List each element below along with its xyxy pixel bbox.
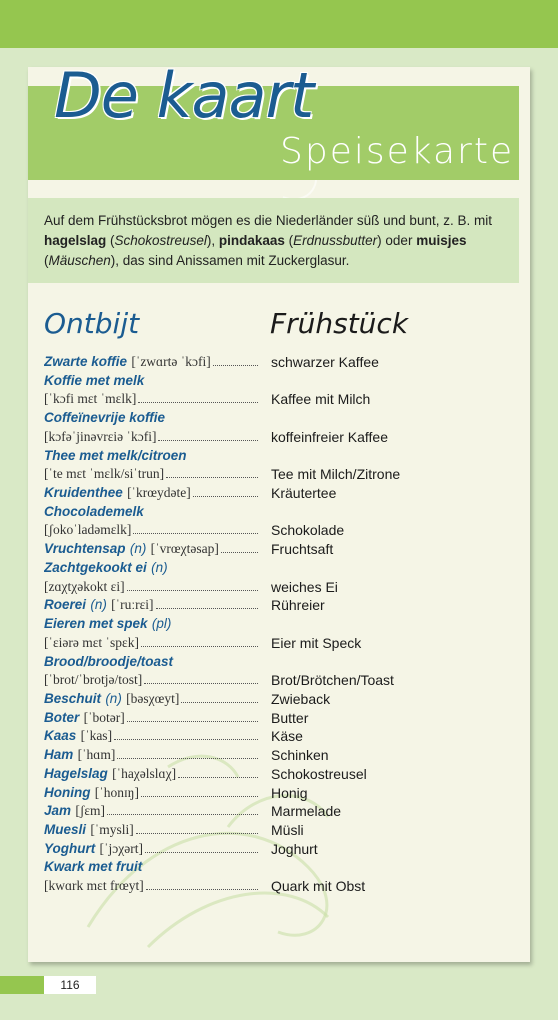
vocab-row	[44, 653, 514, 672]
dutch-term: Kaas	[44, 728, 77, 744]
leader-dots	[117, 758, 258, 759]
vocab-row	[44, 465, 514, 484]
vocab-term	[44, 390, 260, 408]
dutch-term: Vruchtensap	[44, 541, 126, 557]
pronunciation: [ˈkas]	[80, 728, 113, 744]
leader-dots	[221, 552, 258, 553]
vocab-row	[44, 615, 514, 634]
pronunciation: [ˈbrot/ˈbrotjə/tost]	[44, 672, 143, 688]
dutch-term: Honing	[44, 784, 91, 800]
pronunciation: [kɔfəˈjinəvrɛiə ˈkɔfi]	[44, 428, 157, 444]
footer-color-tab	[0, 976, 44, 994]
german-translation: Butter	[271, 709, 309, 726]
german-translation: Fruchtsaft	[271, 541, 334, 558]
vocab-row	[44, 353, 514, 372]
german-translation: Rühreier	[271, 597, 325, 614]
grammar-marker: (pl)	[151, 616, 172, 632]
vocab-term	[44, 634, 260, 652]
vocab-term	[44, 784, 260, 802]
leader-dots	[133, 533, 258, 534]
pronunciation: [ˈbotər]	[83, 709, 125, 725]
pronunciation: [ˈvrœχtəsap]	[150, 541, 219, 557]
dutch-term: Boter	[44, 709, 80, 725]
leader-dots	[181, 702, 258, 703]
pronunciation: [ʃɛm]	[75, 803, 105, 819]
vocab-term	[44, 690, 260, 708]
intro-text: Auf dem Frühstücksbrot mögen es die Niederländer süß und bunt, z. B. mit hagelslag (Schokostreusel), pindakaas (Erdnussbutter) oder muisjes (Mäuschen), das sind Anissamen mit Zuckerglasur.	[44, 213, 492, 268]
menu-page	[28, 67, 530, 962]
vocab-row	[44, 390, 514, 409]
vocab-term	[44, 615, 260, 633]
dutch-term: Jam	[44, 803, 72, 819]
dutch-term: Coffeïnevrije koffie	[44, 410, 166, 426]
vocab-term	[44, 540, 260, 558]
dutch-term: Thee met melk/citroen	[44, 447, 187, 463]
german-translation: Schokolade	[271, 522, 345, 539]
vocab-term	[44, 428, 260, 446]
vocab-row	[44, 540, 514, 559]
vocab-term	[44, 578, 260, 596]
vocab-row	[44, 877, 514, 896]
vocab-row	[44, 428, 514, 447]
vocab-term	[44, 559, 260, 577]
vocab-row	[44, 802, 514, 821]
german-translation: Honig	[271, 784, 308, 801]
section-heading-german: Frühstück	[270, 307, 409, 340]
german-translation: Müsli	[271, 821, 304, 838]
vocab-row	[44, 521, 514, 540]
vocab-term	[44, 765, 260, 783]
pronunciation: [bəsχœyt]	[126, 690, 180, 706]
vocab-term	[44, 840, 260, 858]
dutch-term: Kwark met fruit	[44, 859, 143, 875]
leader-dots	[144, 683, 258, 684]
vocab-row	[44, 746, 514, 765]
grammar-marker: (n)	[129, 541, 147, 557]
leader-dots	[158, 440, 258, 441]
leader-dots	[136, 833, 258, 834]
pronunciation: [ˈɛiərə mɛt ˈspɛk]	[44, 634, 139, 650]
pronunciation: [ˈjɔχərt]	[99, 840, 144, 856]
dutch-term: Roerei	[44, 597, 87, 613]
vocab-row	[44, 765, 514, 784]
german-translation: Schokostreusel	[271, 765, 367, 782]
leader-dots	[127, 721, 258, 722]
vocab-term	[44, 709, 260, 727]
vocab-row	[44, 447, 514, 466]
pronunciation: [ˈkɔfi mɛt ˈmɛlk]	[44, 391, 137, 407]
german-translation: Kaffee mit Milch	[271, 391, 371, 408]
dutch-term: Eieren met spek	[44, 616, 148, 632]
german-translation: koffeinfreier Kaffee	[271, 428, 389, 445]
dutch-term: Chocolademelk	[44, 503, 144, 519]
pronunciation: [ˈte mɛt ˈmɛlk/siˈtrun]	[44, 466, 165, 482]
german-translation: Käse	[271, 728, 303, 745]
leader-dots	[141, 796, 258, 797]
german-translation: Brot/Brötchen/Toast	[271, 672, 394, 689]
dutch-term: Muesli	[44, 821, 87, 837]
leader-dots	[156, 608, 258, 609]
vocab-term	[44, 503, 260, 521]
vocab-row	[44, 578, 514, 597]
vocab-row	[44, 634, 514, 653]
vocab-term	[44, 727, 260, 745]
vocab-row	[44, 671, 514, 690]
dutch-term: Beschuit	[44, 690, 102, 706]
vocab-term	[44, 521, 260, 539]
dutch-term: Zachtgekookt ei	[44, 559, 147, 575]
pronunciation: [ˈhonɪŋ]	[94, 784, 139, 800]
vocab-row	[44, 484, 514, 503]
vocab-row	[44, 372, 514, 391]
pronunciation: [ˈkrœydəte]	[127, 485, 191, 501]
vocab-term	[44, 484, 260, 502]
vocab-term	[44, 353, 260, 371]
page-title: De kaart	[54, 67, 314, 132]
dutch-term: Zwarte koffie	[44, 354, 128, 369]
vocab-term	[44, 858, 260, 876]
dutch-term: Brood/broodje/toast	[44, 653, 173, 669]
german-translation: schwarzer Kaffee	[271, 354, 379, 370]
pronunciation: [ʃokoˈladəmɛlk]	[44, 522, 132, 538]
german-translation: Schinken	[271, 747, 329, 764]
leader-dots	[193, 496, 258, 497]
vocab-row	[44, 709, 514, 728]
german-translation: Marmelade	[271, 803, 342, 820]
vocab-term	[44, 372, 260, 390]
page-subtitle: Speisekarte	[280, 131, 515, 172]
page-number: 116	[44, 976, 96, 994]
leader-dots	[166, 477, 258, 478]
leader-dots	[213, 365, 258, 366]
vocab-term	[44, 821, 260, 839]
grammar-marker: (n)	[151, 559, 168, 575]
leader-dots	[114, 739, 258, 740]
pronunciation: [ˈhaχəlslɑχ]	[112, 765, 177, 781]
german-translation: Quark mit Obst	[271, 878, 366, 895]
german-translation: Joghurt	[271, 840, 318, 857]
vocab-row	[44, 840, 514, 859]
section-headings	[44, 307, 524, 347]
vocab-term	[44, 447, 260, 465]
vocab-term	[44, 746, 260, 764]
german-translation: weiches Ei	[271, 578, 338, 595]
dutch-term: Yoghurt	[44, 840, 96, 856]
dutch-term: Ham	[44, 747, 74, 763]
vocab-row	[44, 503, 514, 522]
german-translation: Eier mit Speck	[271, 634, 362, 651]
vocab-row	[44, 784, 514, 803]
leader-dots	[178, 777, 258, 778]
pronunciation: [zɑχtχəkokt ɛi]	[44, 578, 125, 594]
leader-dots	[145, 852, 258, 853]
vocab-term	[44, 653, 260, 671]
pronunciation: [ˈruːrɛi]	[111, 597, 154, 613]
pronunciation: [ˈmysli]	[90, 821, 134, 837]
vocabulary-list	[44, 353, 514, 896]
vocab-term	[44, 596, 260, 614]
dutch-term: Kruidenthee	[44, 485, 123, 501]
vocab-term	[44, 877, 260, 895]
vocab-row	[44, 727, 514, 746]
pronunciation: [ˈzwɑrtə ˈkɔfi]	[131, 354, 211, 369]
pronunciation: [ˈhɑm]	[77, 747, 116, 763]
top-color-bar	[0, 0, 558, 48]
grammar-marker: (n)	[90, 597, 107, 613]
vocab-row	[44, 596, 514, 615]
vocab-term	[44, 465, 260, 483]
vocab-row	[44, 821, 514, 840]
vocab-term	[44, 409, 260, 427]
dutch-term: Hagelslag	[44, 765, 108, 781]
vocab-term	[44, 671, 260, 689]
vocab-term	[44, 802, 260, 820]
vocab-row	[44, 690, 514, 709]
german-translation: Tee mit Milch/Zitrone	[271, 466, 401, 483]
pronunciation: [kwɑrk mɛt frœyt]	[44, 878, 144, 894]
leader-dots	[146, 889, 258, 890]
vocab-row	[44, 858, 514, 877]
grammar-marker: (n)	[105, 690, 122, 706]
leader-dots	[141, 646, 258, 647]
vocab-row	[44, 409, 514, 428]
intro-box	[28, 198, 519, 283]
german-translation: Zwieback	[271, 690, 331, 707]
vocab-row	[44, 559, 514, 578]
leader-dots	[127, 590, 258, 591]
section-heading-dutch: Ontbijt	[44, 307, 140, 340]
dutch-term: Koffie met melk	[44, 372, 145, 388]
leader-dots	[107, 814, 258, 815]
german-translation: Kräutertee	[271, 485, 337, 502]
leader-dots	[138, 402, 258, 403]
